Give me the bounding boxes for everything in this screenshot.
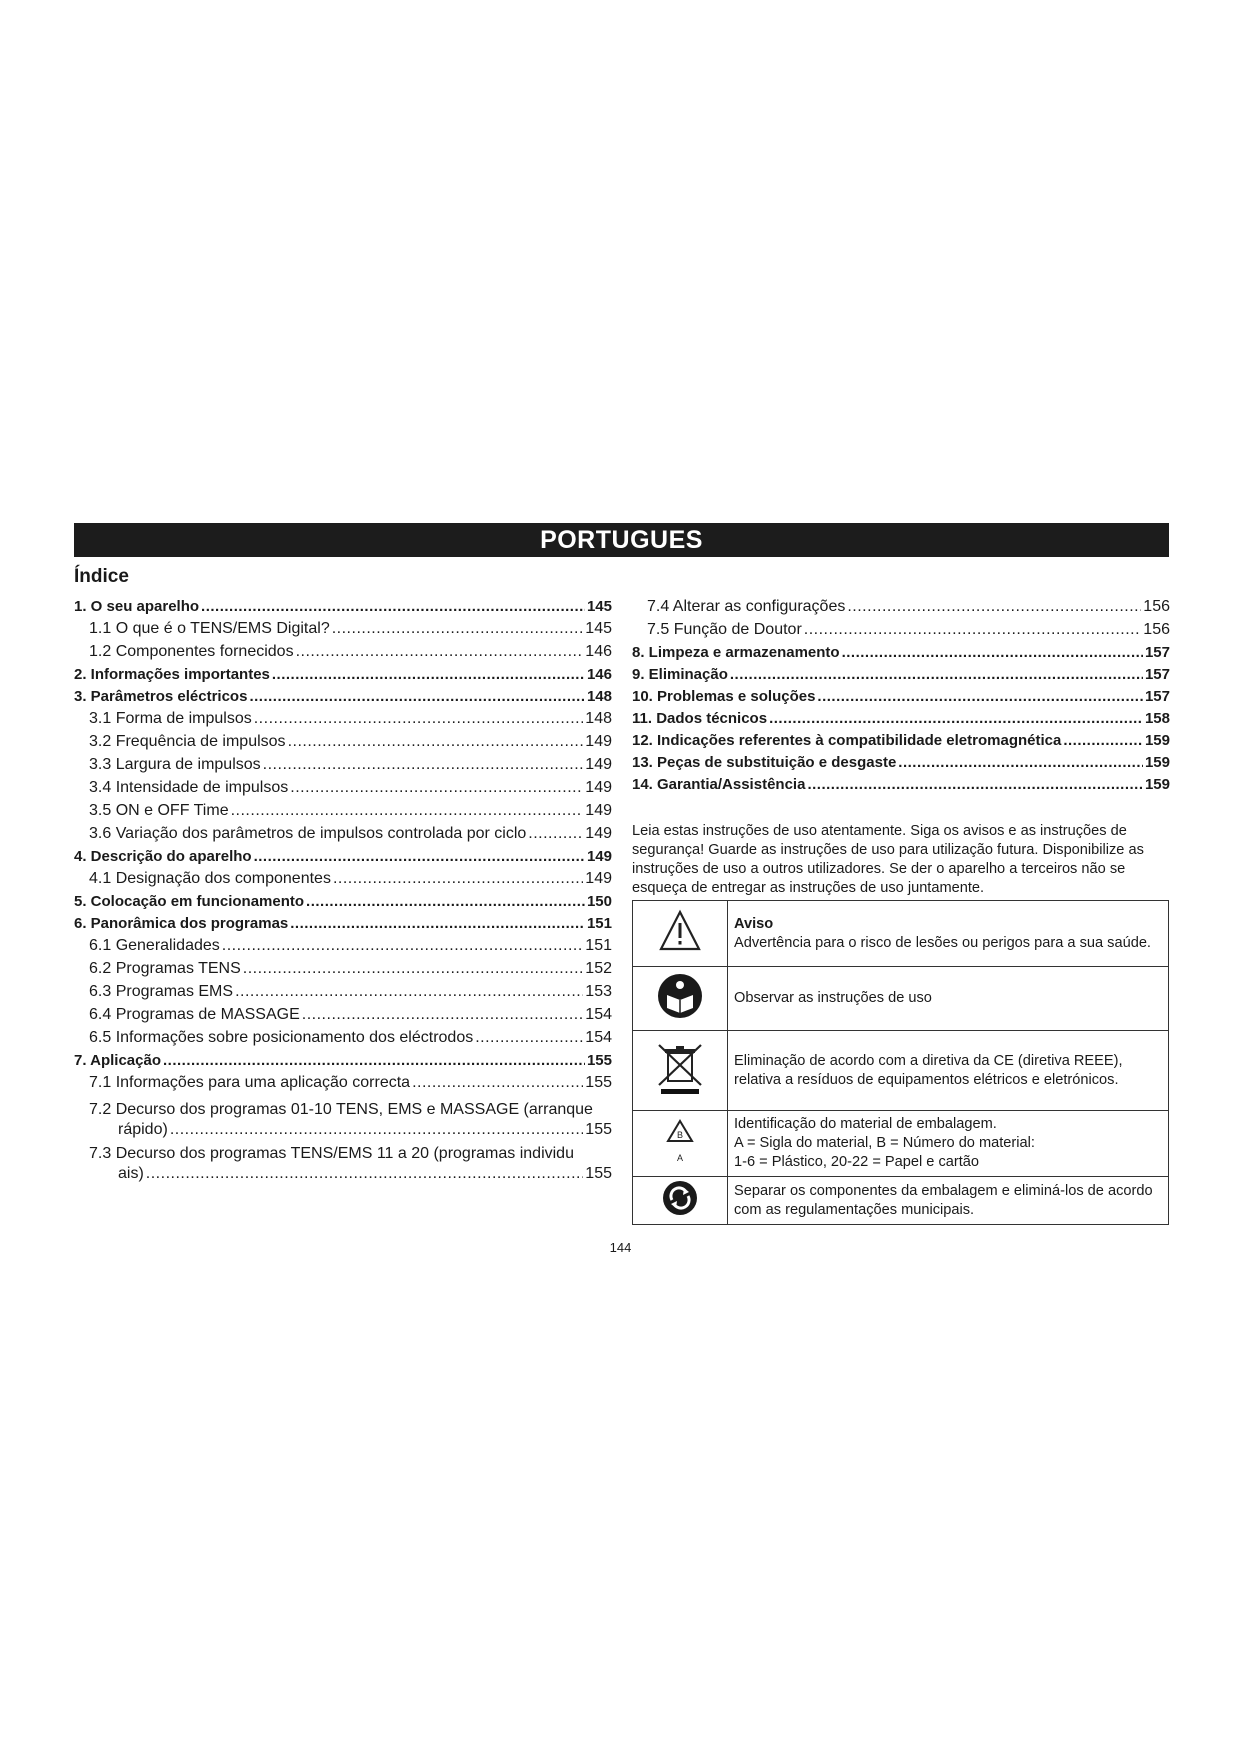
toc-entry-page: 157: [1144, 666, 1170, 683]
toc-entry-page: 155: [585, 1121, 612, 1138]
toc-entry: [632, 775, 1170, 797]
toc-entry-title: 3.2 Frequência de impulsos: [89, 733, 286, 750]
toc-entry-page: 149: [586, 848, 612, 865]
toc-entry: [74, 869, 612, 892]
read-manual-icon: [633, 967, 728, 1031]
toc-entry: [74, 755, 612, 778]
toc-entry-page: 156: [1143, 621, 1170, 638]
toc-entry: [632, 665, 1170, 687]
toc-entry: [632, 753, 1170, 775]
toc-right-column: [632, 597, 1170, 797]
material-number-label: B: [676, 1129, 684, 1140]
toc-entry-title: 7.4 Alterar as configurações: [647, 598, 846, 615]
toc-entry: [74, 1051, 612, 1073]
toc-entry-title: 6.4 Programas de MASSAGE: [89, 1006, 300, 1023]
toc-entry-title: 6.5 Informações sobre posicionamento dos eléctrodos: [89, 1029, 474, 1046]
toc-entry-page: 156: [1143, 598, 1170, 615]
toc-left-column: [74, 597, 612, 1188]
toc-entry: [74, 597, 612, 619]
toc-entry-title: 3.1 Forma de impulsos: [89, 710, 252, 727]
toc-entry: [74, 619, 612, 642]
toc-entry: [74, 709, 612, 732]
recycle-arrows-icon: [633, 1177, 728, 1225]
toc-entry-title: 7.3 Decurso dos programas TENS/EMS 11 a 20 (programas individu: [89, 1145, 574, 1162]
symbol-row-weee: [633, 1031, 1169, 1111]
toc-entry-page: 157: [1144, 644, 1170, 661]
toc-entry-page: 146: [585, 643, 612, 660]
toc-entry-page: 152: [585, 960, 612, 977]
toc-entry-page: 155: [585, 1165, 612, 1182]
material-code-label: A: [676, 1152, 684, 1163]
symbol-text: A = Sigla do material, B = Número do material:: [734, 1135, 1035, 1151]
toc-entry: [74, 1073, 612, 1096]
toc-entry: [74, 801, 612, 824]
toc-entry-page: 149: [585, 825, 612, 842]
toc-entry-page: 154: [585, 1029, 612, 1046]
language-banner: PORTUGUES: [74, 523, 1169, 557]
symbol-text: Eliminação de acordo com a diretiva da CE (diretiva REEE), relativa a resíduos de equipamentos elétricos e eletrónicos.: [734, 1052, 1123, 1088]
toc-entry: [74, 982, 612, 1005]
toc-entry-title: 12. Indicações referentes à compatibilidade eletromagnética: [632, 732, 1062, 749]
toc-entry-title: 13. Peças de substituição e desgaste: [632, 754, 897, 771]
toc-entry-page: 159: [1144, 732, 1170, 749]
toc-entry-title: 3.3 Largura de impulsos: [89, 756, 261, 773]
toc-entry-title-cont: rápido): [118, 1121, 168, 1138]
toc-entry-page: 151: [586, 915, 612, 932]
toc-entry-title: 9. Eliminação: [632, 666, 728, 683]
recycling-code-icon: [633, 1111, 728, 1177]
toc-entry: [74, 824, 612, 847]
toc-entry-title: 7.1 Informações para uma aplicação correcta: [89, 1074, 411, 1091]
toc-entry-title: 6.3 Programas EMS: [89, 983, 234, 1000]
toc-entry-title: 1. O seu aparelho: [74, 598, 200, 615]
toc-entry-title: 5. Colocação em funcionamento: [74, 893, 305, 910]
toc-entry: [632, 643, 1170, 665]
toc-entry: [74, 665, 612, 687]
symbol-row-warning: [633, 901, 1169, 967]
toc-entry: [74, 1005, 612, 1028]
toc-entry-page: 146: [586, 666, 612, 683]
symbols-table: [632, 900, 1169, 1225]
crossed-bin-icon: [633, 1031, 728, 1111]
toc-entry: [632, 731, 1170, 753]
toc-entry-title: 3.6 Variação dos parâmetros de impulsos controlada por ciclo: [89, 825, 527, 842]
toc-entry: [74, 936, 612, 959]
symbol-text: 1-6 = Plástico, 20-22 = Papel e cartão: [734, 1154, 980, 1170]
toc-entry-title: 4.1 Designação dos componentes: [89, 870, 331, 887]
toc-entry-title: 11. Dados técnicos: [632, 710, 768, 727]
toc-entry-page: 149: [585, 779, 612, 796]
toc-entry-title: 3.5 ON e OFF Time: [89, 802, 229, 819]
symbol-text: Observar as instruções de uso: [734, 990, 932, 1006]
toc-entry-title: 4. Descrição do aparelho: [74, 848, 252, 865]
toc-entry-page: 149: [585, 733, 612, 750]
toc-entry: [632, 709, 1170, 731]
toc-entry-title: 8. Limpeza e armazenamento: [632, 644, 840, 661]
symbol-text: Identificação do material de embalagem.: [734, 1116, 997, 1132]
toc-entry-title: 7.2 Decurso dos programas 01-10 TENS, EMS e MASSAGE (arranque: [89, 1101, 593, 1118]
toc-entry-page: 149: [585, 870, 612, 887]
toc-entry-title: 1.2 Componentes fornecidos: [89, 643, 294, 660]
toc-entry-title: 7.5 Função de Doutor: [647, 621, 802, 638]
toc-entry-title: 10. Problemas e soluções: [632, 688, 816, 705]
toc-entry: [74, 1028, 612, 1051]
toc-entry-page: 153: [585, 983, 612, 1000]
symbol-row-material-code: [633, 1111, 1169, 1177]
toc-entry-title: 3. Parâmetros eléctricos: [74, 688, 248, 705]
toc-entry-page: 154: [585, 1006, 612, 1023]
toc-entry-page: 155: [585, 1074, 612, 1091]
toc-entry-page: 149: [585, 802, 612, 819]
toc-entry: [74, 642, 612, 665]
toc-entry-title: 6.2 Programas TENS: [89, 960, 241, 977]
symbol-row-manual: [633, 967, 1169, 1031]
toc-entry-title: 6. Panorâmica dos programas: [74, 915, 289, 932]
toc-entry-title: 2. Informações importantes: [74, 666, 270, 683]
warning-triangle-icon: [633, 901, 728, 967]
page-number: 144: [609, 1240, 632, 1255]
toc-entry-title: 3.4 Intensidade de impulsos: [89, 779, 289, 796]
toc-entry-page: 157: [1144, 688, 1170, 705]
toc-entry-title: 6.1 Generalidades: [89, 937, 220, 954]
toc-entry-page: 148: [585, 710, 612, 727]
toc-entry-title: 7. Aplicação: [74, 1052, 161, 1069]
toc-entry: [632, 597, 1170, 620]
toc-entry: [632, 620, 1170, 643]
intro-paragraph: Leia estas instruções de uso atentamente. Siga os avisos e as instruções de segurança! Guarde as instruções de uso para utilização futura. Disponibilize as instruções de uso a outros utilizadores. Se der o aparelho a terceiros não se esqueça de entregar as instruções de uso juntamente.: [632, 823, 1144, 896]
toc-entry: [74, 847, 612, 869]
toc-entry-page: 159: [1144, 776, 1170, 793]
toc-entry: [74, 959, 612, 982]
toc-entry: [74, 1100, 612, 1140]
symbol-row-recycle: [633, 1177, 1169, 1225]
toc-entry-page: 148: [586, 688, 612, 705]
toc-entry-title: 1.1 O que é o TENS/EMS Digital?: [89, 620, 330, 637]
toc-entry-title-cont: ais): [118, 1165, 144, 1182]
toc-entry-page: 155: [586, 1052, 612, 1069]
symbol-text: Advertência para o risco de lesões ou perigos para a sua saúde.: [734, 934, 1151, 951]
toc-entry-page: 151: [585, 937, 612, 954]
toc-entry: [74, 687, 612, 709]
toc-entry: [74, 1144, 612, 1184]
toc-entry-page: 158: [1144, 710, 1170, 727]
toc-entry: [74, 914, 612, 936]
index-title: Índice: [74, 566, 129, 587]
toc-entry-page: 145: [585, 620, 612, 637]
toc-entry-page: 145: [586, 598, 612, 615]
symbol-heading: Aviso: [734, 915, 774, 932]
toc-entry-page: 149: [585, 756, 612, 773]
toc-entry-title: 14. Garantia/Assistência: [632, 776, 806, 793]
toc-entry-page: 150: [586, 893, 612, 910]
toc-entry: [74, 778, 612, 801]
toc-entry-page: 159: [1144, 754, 1170, 771]
toc-entry: [632, 687, 1170, 709]
symbol-text: Separar os componentes da embalagem e eliminá-los de acordo com as regulamentações municipais.: [734, 1182, 1153, 1218]
toc-entry: [74, 732, 612, 755]
toc-entry: [74, 892, 612, 914]
